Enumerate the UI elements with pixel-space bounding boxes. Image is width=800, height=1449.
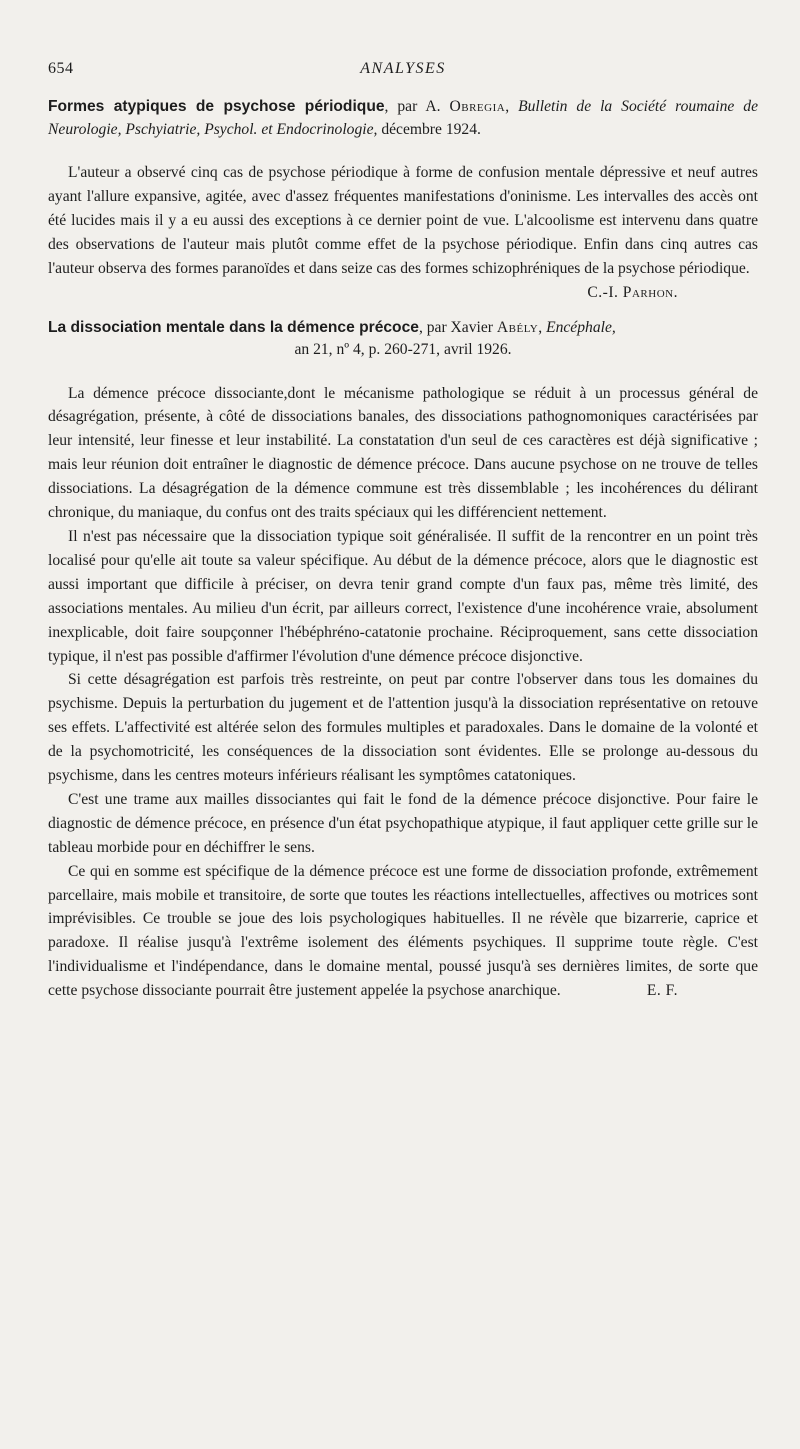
review-paragraph: La démence précoce dissociante,dont le mécanisme pathologique se réduit à un processus général de désagrégation, présente, à côté de dissociations banales, des dissociations pathognomoniques caractérisées par leur intensité, leur finesse et leur instabilité. La constatation d'un seul de ces caractères est déjà significative ; mais leur réunion doit entraîner le diagnostic de démence précoce. Dans aucune psychose on ne trouve de telles dissociations. La désagrégation de la démence commune est très dissemblable ; les incohérences du délirant chronique, du maniaque, du confus ont des traits spéciaux qui les différencient nettement. <box>48 384 758 522</box>
review-body <box>48 161 758 301</box>
review-title: La dissociation mentale dans la démence précoce <box>48 318 419 336</box>
review-author: Abély <box>496 318 539 336</box>
review-paragraph <box>48 860 758 1003</box>
review-heading <box>48 96 758 141</box>
page-number: 654 <box>48 60 74 77</box>
review-citation: an 21, nº 4, p. 260-271, avril 1926. <box>294 341 512 359</box>
review-journal: Bulletin de la Société roumaine de Neurologie, Pschyiatrie, Psychol. et Endocrinologie, <box>48 98 758 138</box>
running-title: ANALYSES <box>360 60 446 77</box>
review-by: , par A. <box>384 98 450 115</box>
review-sep: , <box>538 318 547 336</box>
review-abely <box>48 317 758 1004</box>
review-paragraph: Si cette désagrégation est parfois très restreinte, on peut par contre l'observer dans tous les domaines du psychisme. Depuis la perturbation du jugement et de l'attention jusqu'à la dissociation représentative on retouve ses effets. L'affectivité est altérée selon des formules multiples et paradoxales. Dans le domaine de la volonté et de la psychomotricité, les conséquences de la dissociation sont évidentes. Elle se prolonge au-dessous du psychisme, dans les centres moteurs inférieurs réalisant les symptômes catatoniques. <box>48 671 758 785</box>
review-paragraph: Il n'est pas nécessaire que la dissociation typique soit généralisée. Il suffit de la rencontrer en un point très localisé pour qu'elle ait toute sa valeur spécifique. Au début de la démence précoce, alors que le diagnostic est aussi important que difficile à préciser, on devra tenir grand compte d'un faux pas, même très limité, des associations mentales. Au milieu d'un écrit, par ailleurs correct, l'existence d'une incohérence vraie, absolument inexplicable, doit faire soupçonner l'hébéphréno-catatonie prochaine. Réciproquement, sans cette dissociation typique, il n'est pas possible d'affirmer l'évolution d'une démence précoce disjonctive. <box>48 527 758 665</box>
review-by: , par Xavier <box>418 318 497 336</box>
review-signature: E. F. <box>646 982 678 1000</box>
review-signature: C.-I. Parhon. <box>587 283 678 301</box>
review-title: Formes atypiques de psychose périodique <box>48 98 385 115</box>
review-obregia <box>48 96 758 301</box>
review-date: décembre 1924. <box>377 120 481 138</box>
review-paragraph-text: Ce qui en somme est spécifique de la démence précoce est une forme de dissociation profonde, extrêmement parcellaire, mais mobile et transitoire, de sorte que toutes les réactions intellectuelles, affectives ou motrices sont imprévisibles. Ce trouble se joue des lois psychologiques habituelles. Il ne révèle que bizarrerie, caprice et paradoxe. Il réalise jusqu'à l'extrême isolement des éléments psychiques. Il supprime toute règle. C'est l'individualisme et l'indépendance, dans le domaine mental, poussé jusqu'à ses dernières limites, de sorte que cette psychose dissociante pourrait être justement appelée la psychose anarchique. <box>48 862 758 1000</box>
page-header <box>48 60 758 78</box>
review-body-text: L'auteur a observé cinq cas de psychose périodique à forme de confusion mentale dépressive et neuf autres ayant l'allure expansive, agitée, avec d'assez fréquentes manifestations d'oninisme. Les intervalles des accès ont été lucides mais il y a eu aussi des exceptions à ce dernier point de vue. L'alcoolisme est intervenu dans quatre des observations de l'auteur mais plutôt comme effet de la psychose périodique. Enfin dans cinq autres cas l'auteur observa des formes paranoïdes et dans seize cas des formes schizophréniques de la psychose périodique. <box>48 164 758 277</box>
review-journal: Encéphale, <box>546 318 616 336</box>
review-heading <box>48 317 758 340</box>
review-paragraph: C'est une trame aux mailles dissociantes qui fait le fond de la démence précoce disjonctive. Pour faire le diagnostic de démence précoce, en présence d'un état psychopathique atypique, il faut appliquer cette grille sur le tableau morbide pour en déchiffrer le sens. <box>48 790 758 856</box>
review-sep: , <box>505 98 519 115</box>
review-author: Obregia <box>449 98 506 115</box>
